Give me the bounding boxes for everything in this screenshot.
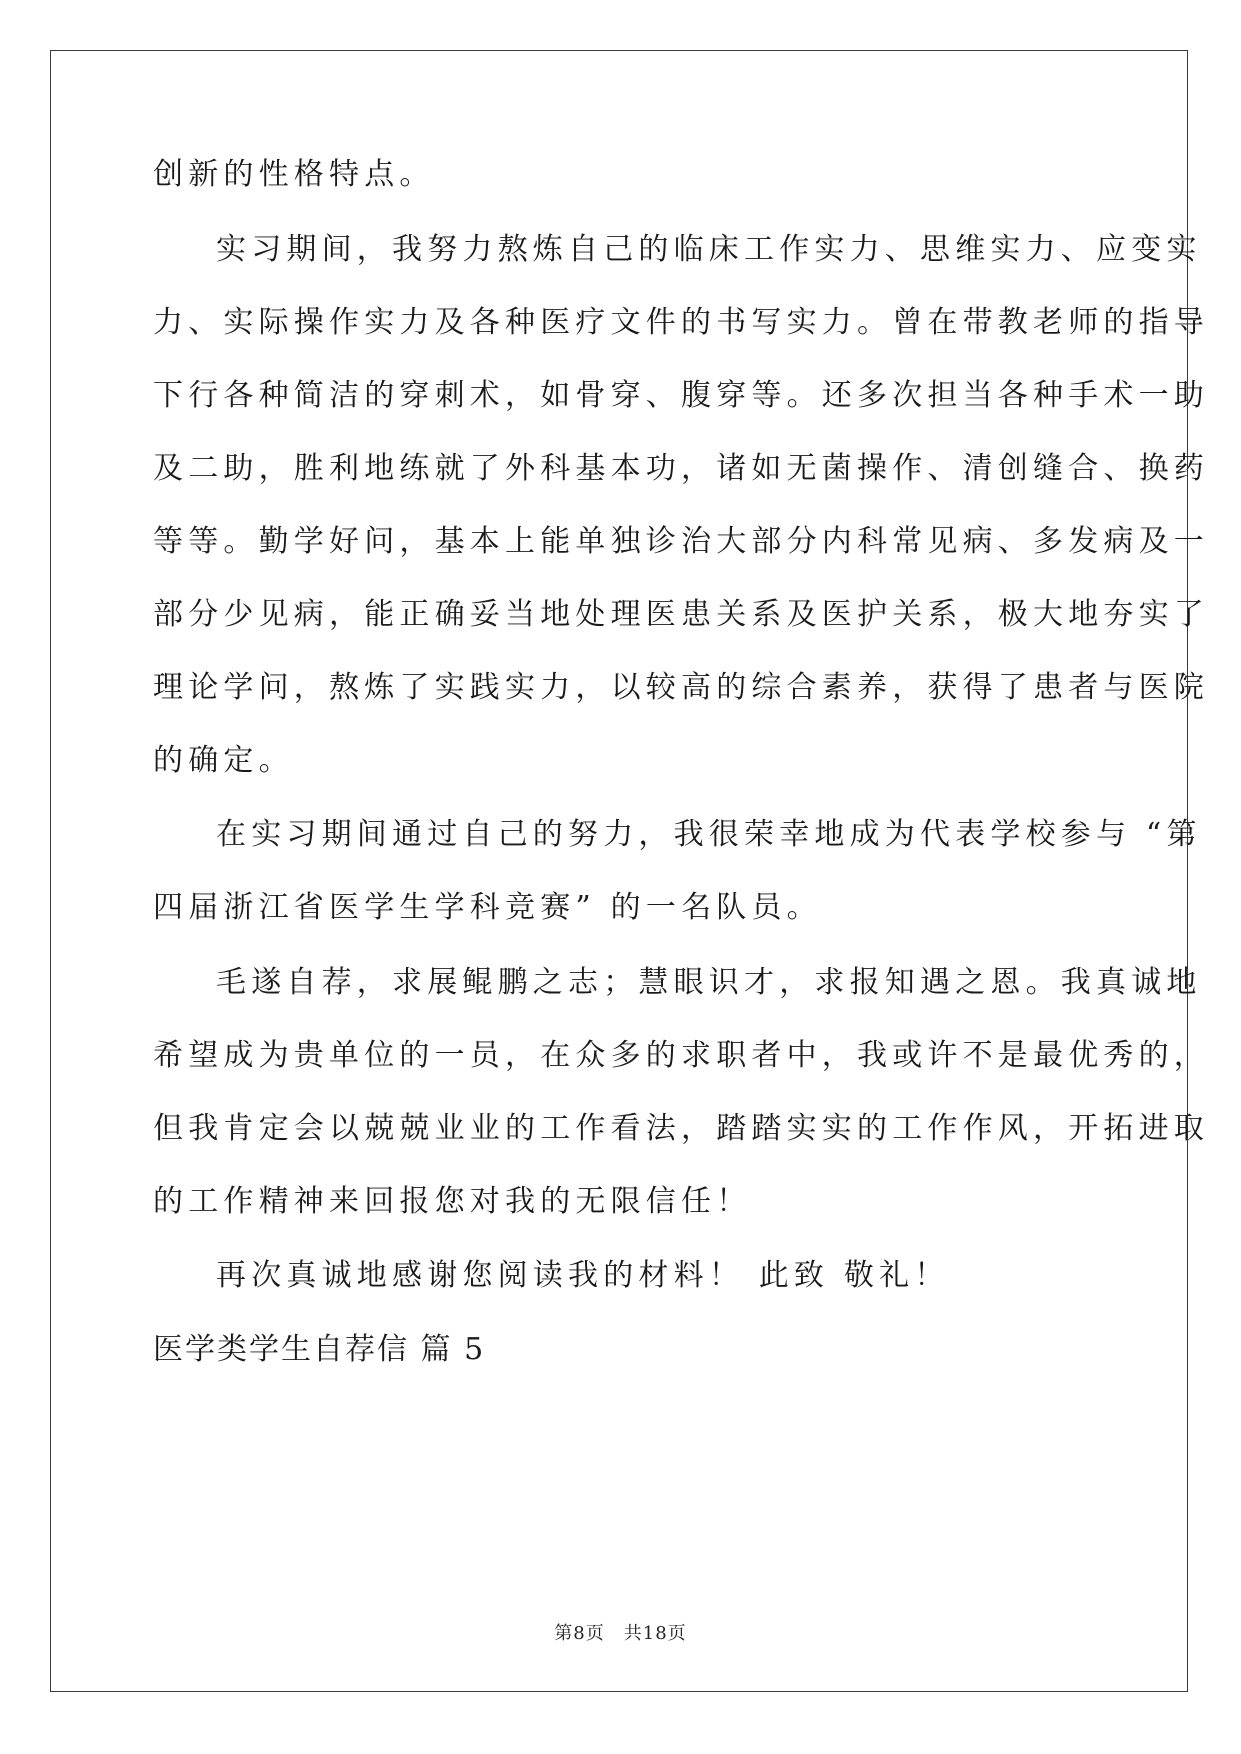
section-heading: 医学类学生自荐信 篇 5 (153, 1332, 486, 1367)
paragraph-start-line: 再次真诚地感谢您阅读我的材料！ 此致 敬礼！ (216, 1258, 950, 1293)
text-line: 及二助，胜利地练就了外科基本功，诸如无菌操作、清创缝合、换药 (153, 451, 1209, 486)
page-number: 第8页 共18页 (554, 1623, 687, 1644)
text-line: 部分少见病，能正确妥当地处理医患关系及医护关系，极大地夯实了 (153, 597, 1209, 632)
text-line: 力、实际操作实力及各种医疗文件的书写实力。曾在带教老师的指导 (153, 305, 1209, 340)
paragraph-start-line: 实习期间，我努力熬炼自己的临床工作实力、思维实力、应变实 (216, 232, 1202, 267)
text-line: 理论学问，熬炼了实践实力，以较高的综合素养，获得了患者与医院 (153, 670, 1209, 705)
text-line: 希望成为贵单位的一员，在众多的求职者中，我或许不是最优秀的， (153, 1038, 1209, 1073)
text-line: 下行各种简洁的穿刺术，如骨穿、腹穿等。还多次担当各种手术一助 (153, 378, 1209, 413)
text-line: 四届浙江省医学生学科竞赛” 的一名队员。 (153, 890, 822, 925)
text-line: 创新的性格特点。 (153, 157, 435, 192)
paragraph-start-line: 毛遂自荐，求展鲲鹏之志；慧眼识才，求报知遇之恩。我真诚地 (216, 965, 1202, 1000)
paragraph-start-line: 在实习期间通过自己的努力，我很荣幸地成为代表学校参与 “第 (216, 817, 1202, 852)
text-line: 的工作精神来回报您对我的无限信任！ (153, 1184, 752, 1219)
text-line: 但我肯定会以兢兢业业的工作看法，踏踏实实的工作作风，开拓进取 (153, 1111, 1209, 1146)
text-line: 的确定。 (153, 743, 294, 778)
page-border (50, 50, 1188, 1692)
text-line: 等等。勤学好问，基本上能单独诊治大部分内科常见病、多发病及一 (153, 524, 1209, 559)
